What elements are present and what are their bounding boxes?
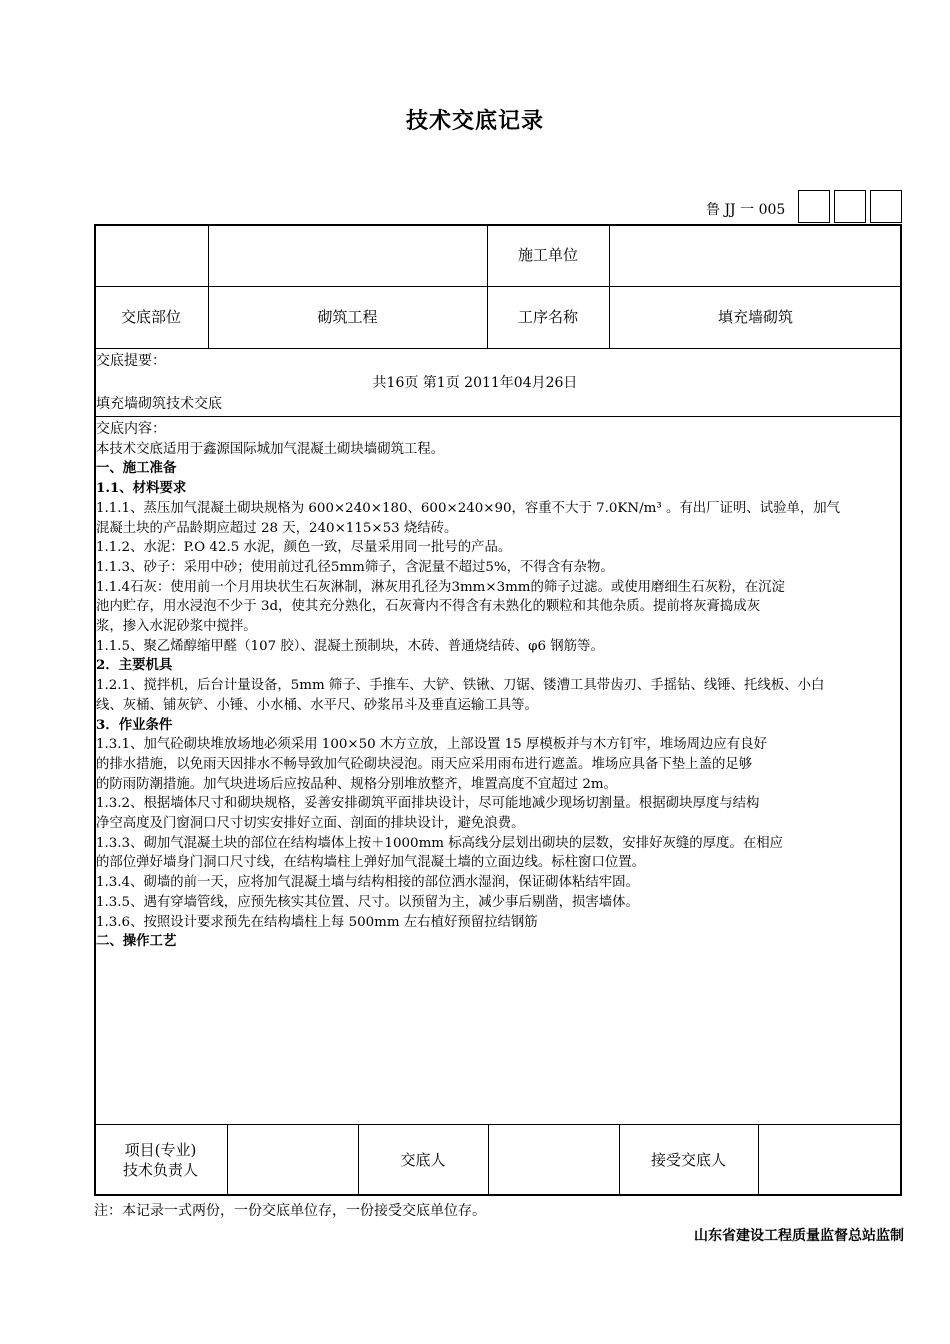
disclosure-content <box>96 420 902 952</box>
receiver-label: 接受交底人 <box>650 1151 726 1169</box>
content-line: 1.1.2、水泥：P.O 42.5 水泥，颜色一致，尽量采用同一批号的产品。 <box>96 540 512 556</box>
content-line: 线、灰桶、铺灰铲、小锤、小水桶、水平尺、砂浆吊斗及垂直运输工具等。 <box>96 697 538 713</box>
code-box-2 <box>834 190 866 223</box>
row-divider <box>94 348 902 349</box>
content-line: 1.1.4石灰：使用前一个月用块状生石灰淋制，淋灰用孔径为3mm×3mm的筛子过滤。或使用磨细生石灰粉，在沉淀 <box>96 579 785 595</box>
discloser-label: 交底人 <box>400 1151 446 1169</box>
content-line: 1.3.6、按照设计要求预先在结构墙柱上每 500mm 左右植好预留拉结钢筋 <box>96 914 538 930</box>
content-line: 1.3.5、遇有穿墙管线，应预先核实其位置、尺寸。以预留为主，减少事后剔凿，损害墙体。 <box>96 894 639 910</box>
content-line: 1.2.1、搅拌机，后台计量设备，5mm 筛子、手推车、大铲、铁锹、刀锯、镂漕工具带齿刃、手摇钻、线锤、托线板、小白 <box>96 678 825 694</box>
content-line: 净空高度及门窗洞口尺寸切实安排好立面、剖面的排块设计，避免浪费。 <box>96 816 525 832</box>
code-box-1 <box>798 190 830 223</box>
part-label: 交底部位 <box>120 308 181 326</box>
supervisor-footer: 山东省建设工程质量监督总站监制 <box>694 1228 904 1244</box>
process-label: 工序名称 <box>517 308 578 326</box>
content-line: 一、施工准备 <box>96 460 177 477</box>
summary-page-info: 共16页 第1页 2011年04月26日 <box>372 375 578 391</box>
form-code: 鲁 JJ 一 005 <box>706 202 786 218</box>
row-divider <box>94 416 902 417</box>
content-line: 池内贮存，用水浸泡不少于 3d，使其充分熟化，石灰膏内不得含有未熟化的颗粒和其他杂质。提前将灰膏捣成灰 <box>96 599 761 615</box>
tech-lead-label: 项目(专业) 技术负责人 <box>122 1141 198 1179</box>
summary-label: 交底提要： <box>96 353 166 369</box>
content-line: 2．主要机具 <box>96 657 173 674</box>
page-title: 技术交底记录 <box>405 108 544 134</box>
content-line: 3．作业条件 <box>96 716 173 733</box>
content-label: 交底内容： <box>96 421 166 437</box>
process-value: 填充墙砌筑 <box>717 308 793 326</box>
col-divider <box>488 1124 489 1196</box>
content-line: 1.3.4、砌墙的前一天，应将加气混凝土墙与结构相接的部位洒水湿润，保证砌体粘结牢固。 <box>96 875 639 891</box>
construction-unit-label: 施工单位 <box>517 246 578 264</box>
content-line: 的防雨防潮措施。加气块进场后应按品种、规格分别堆放整齐，堆置高度不宜超过 2m。 <box>96 776 617 792</box>
content-line: 1.3.2、根据墙体尺寸和砌块规格，妥善安排砌筑平面排块设计，尽可能地减少现场切割量。根据砌块厚度与结构 <box>96 796 760 812</box>
record-note: 注：本记录一式两份，一份交底单位存，一份接受交底单位存。 <box>94 1203 486 1219</box>
col-divider <box>758 1124 759 1196</box>
content-line: 1.1.5、聚乙烯醇缩甲醛（107 胶）、混凝土预制块，木砖、普通烧结砖、φ6 钢筋等。 <box>96 638 604 654</box>
content-line: 的部位弹好墙身门洞口尺寸线，在结构墙柱上弹好加气混凝土墙的立面边线。标柱窗口位置。 <box>96 855 646 871</box>
content-line: 1.3.1、加气砼砌块堆放场地必须采用 100×50 木方立放，上部设置 15 厚模板并与木方钉牢，堆场周边应有良好 <box>96 737 767 753</box>
content-line: 1.1、材料要求 <box>96 480 187 497</box>
content-line: 二、操作工艺 <box>96 933 177 950</box>
content-lines <box>96 440 902 952</box>
code-box-3 <box>870 190 902 223</box>
content-line: 混凝土块的产品龄期应超过 28 天，240×115×53 烧结砖。 <box>96 520 458 536</box>
part-value: 砌筑工程 <box>317 308 378 326</box>
content-line: 浆，掺入水泥砂浆中搅拌。 <box>96 619 257 635</box>
summary-topic: 填充墙砌筑技术交底 <box>96 396 222 412</box>
content-line: 1.1.1、蒸压加气混凝土砌块规格为 600×240×180、600×240×90，容重不大于 7.0KN/m³ 。有出厂证明、试验单，加气 <box>96 500 841 516</box>
content-line: 1.3.3、砌加气混凝土块的部位在结构墙体上按＋1000mm 标高线分层划出砌块的层数，安排好灰缝的厚度。在相应 <box>96 835 783 851</box>
content-line: 1.1.3、砂子：采用中砂；使用前过孔径5mm筛子，含泥量不超过5%，不得含有杂物。 <box>96 559 614 575</box>
content-line: 本技术交底适用于鑫源国际城加气混凝土砌块墙砌筑工程。 <box>96 441 445 457</box>
content-line: 的排水措施，以免雨天因排水不畅导致加气砼砌块浸泡。雨天应采用雨布进行遮盖。堆场应具备下垫上盖的足够 <box>96 756 753 772</box>
col-divider <box>227 1124 228 1196</box>
